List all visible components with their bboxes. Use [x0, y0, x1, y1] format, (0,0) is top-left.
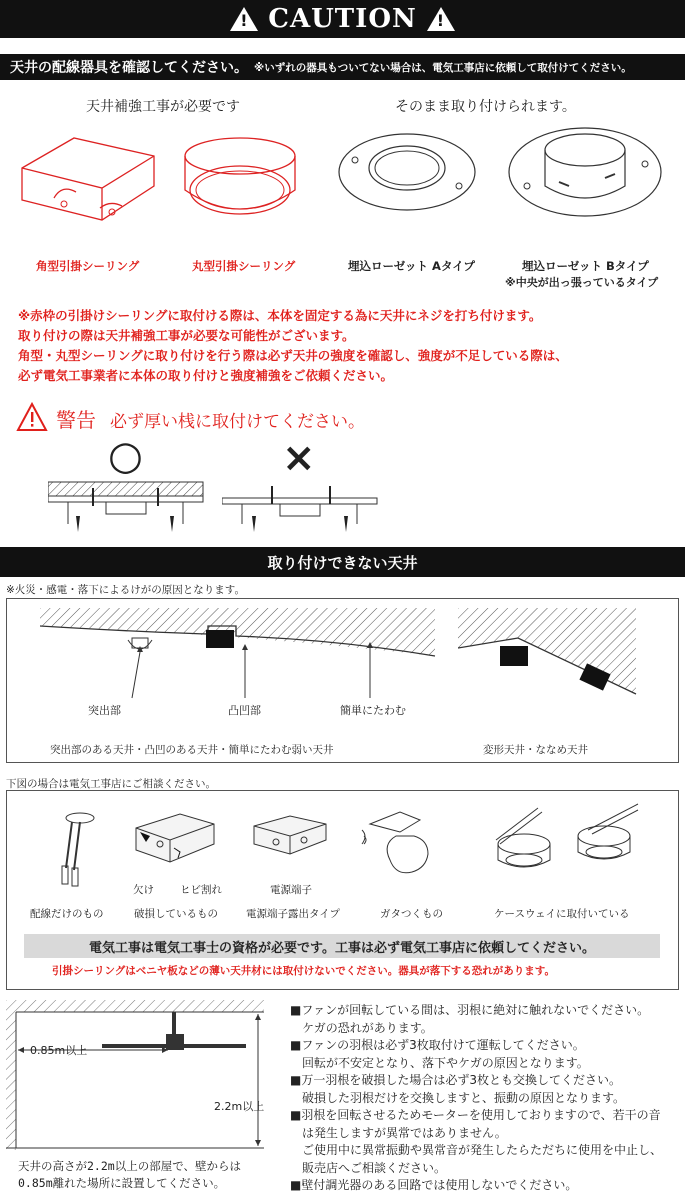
warning-text: 必ず厚い桟に取付けてください。 [110, 412, 365, 432]
exposed-terminal-icon [250, 812, 330, 862]
caption-right: 変形天井・ななめ天井 [483, 744, 588, 756]
installation-height-diagram [6, 1000, 276, 1150]
item-label-round: 丸型引掛シーリング [192, 259, 296, 273]
caption-caseway: ケースウェイに取付いている [494, 908, 630, 920]
bullet-line: ■ファンの羽根は必ず3枚取付けて運転してください。 [290, 1038, 585, 1052]
damaged-ceiling-icon [130, 810, 220, 870]
item-label-square: 角型引掛シーリング [36, 259, 140, 273]
section2-note: ※火災・感電・落下によるけがの原因となります。 [6, 584, 245, 596]
gray-banner [24, 934, 660, 958]
red-note-line: 必ず電気工事業者に本体の取り付けと強度補強をご依頼ください。 [18, 368, 394, 383]
caption-exposed-terminal: 電源端子露出タイプ [246, 908, 340, 920]
bullet-line: ■羽根を回転させるためモーターを使用しておりますので、若干の音 [290, 1108, 661, 1122]
bullet-line: 販売店へご相談ください。 [290, 1160, 447, 1175]
loose-fixture-icon [360, 806, 440, 881]
red-line: 引掛シーリングはベニヤ板などの薄い天井材には取付けないでください。器具が落下する恐れがあります。 [52, 965, 555, 977]
fan-bullets [290, 1002, 662, 1195]
caption-damaged: 破損しているもの [134, 908, 218, 920]
wiring-only-icon [50, 810, 110, 890]
red-note-line: ※赤枠の引掛けシーリングに取付ける際は、本体を固定する為に天井にネジを打ち付けます。 [18, 308, 542, 323]
caption-line: 天井の高さが2.2m以上の部屋で、壁からは [18, 1159, 241, 1173]
dim-horizontal: 0.85m以上 [30, 1044, 88, 1057]
label-flexible: 簡単にたわむ [340, 704, 406, 717]
bullet-line: は発生しますが異常ではありません。 [290, 1125, 507, 1140]
section1-title-note: ※いずれの器具もついてない場合は、電気工事店に依頼して取付けてください。 [254, 61, 632, 74]
section1-header [0, 54, 685, 80]
caption-loose: ガタつくもの [380, 908, 443, 920]
ok-beam-diagram [48, 478, 208, 538]
ok-mark: ○ [108, 433, 143, 479]
left-heading: 天井補強工事が必要です [86, 99, 240, 115]
sub-label-chip: 欠け [133, 884, 154, 896]
label-protrusion: 突出部 [88, 704, 121, 717]
label-uneven: 凸凹部 [228, 704, 261, 717]
warning-label: 警告 [56, 408, 96, 432]
bullet-line: ご使用中に異常振動や異常音が発生したらただちに使用を中止し、 [290, 1143, 663, 1157]
section1-title: 天井の配線器具を確認してください。 [10, 60, 248, 76]
red-note-line: 取り付けの際は天井補強工事が必要な可能性がございます。 [18, 328, 355, 343]
section2-title: 取り付けできない天井 [267, 553, 418, 572]
banner-title: CAUTION [268, 4, 417, 34]
sub-label-crack: ヒビ割れ [180, 884, 222, 896]
slanted-ceiling-diagram [458, 608, 638, 698]
ng-mark: × [282, 435, 316, 481]
bullet-line: ■万一羽根を破損した場合は必ず3枚とも交換してください。 [290, 1073, 621, 1087]
rosette-a-icon [335, 128, 480, 213]
gray-banner-text: 電気工事は電気工事士の資格が必要です。工事は必ず電気工事店に依頼してください。 [89, 940, 595, 956]
installation-caption [18, 1158, 241, 1192]
caption-line: 0.85m離れた場所に設置してください。 [18, 1176, 226, 1190]
section3-note: 下図の場合は電気工事店にご相談ください。 [6, 778, 216, 790]
ng-beam-diagram [222, 478, 382, 538]
red-notes [18, 306, 568, 386]
bullet-line: ■壁付調光器のある回路では使用しないでください。 [290, 1178, 578, 1192]
warning-triangle-red-icon [16, 402, 48, 432]
caseway-icon [492, 800, 642, 880]
caution-banner [0, 0, 685, 38]
item-label-rosette-a: 埋込ローゼット Aタイプ [348, 259, 475, 273]
rosette-b-icon [505, 120, 665, 220]
caption-wiring-only: 配線だけのもの [30, 908, 104, 920]
right-heading: そのまま取り付けられます。 [395, 99, 576, 115]
bullet-line: ケガの恐れがあります。 [290, 1020, 433, 1035]
red-note-line: 角型・丸型シーリングに取り付けを行う際は必ず天井の強度を確認し、強度が不足している際は、 [18, 348, 568, 363]
caption-left: 突出部のある天井・凸凹のある天井・簡単にたわむ弱い天井 [50, 744, 334, 756]
item-sub-rosette-b: ※中央が出っ張っているタイプ [505, 276, 659, 289]
section2-header [0, 547, 685, 577]
warning-triangle-icon: ! [230, 7, 258, 31]
round-ceiling-icon [180, 128, 305, 228]
square-ceiling-icon [14, 128, 164, 228]
bullet-line: 回転が不安定となり、落下やケガの原因となります。 [290, 1055, 589, 1070]
bullet-line: ■ファンが回転している間は、羽根に絶対に触れないでください。 [290, 1003, 650, 1017]
warning-triangle-icon: ! [427, 7, 455, 31]
dim-vertical: 2.2m以上 [214, 1100, 265, 1113]
sub-label-terminal: 電源端子 [270, 884, 312, 896]
bullet-line: 破損した羽根だけを交換しますと、振動の原因となります。 [290, 1090, 626, 1105]
item-label-rosette-b: 埋込ローゼット Bタイプ [522, 259, 649, 273]
